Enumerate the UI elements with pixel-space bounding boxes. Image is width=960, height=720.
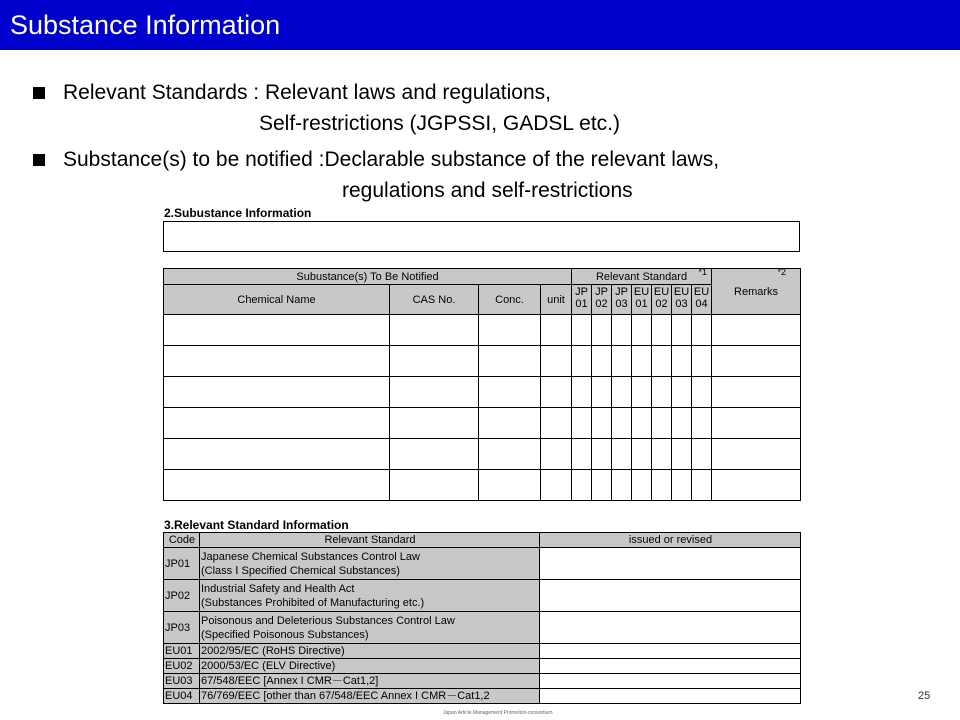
row-issued xyxy=(540,659,801,674)
row-code: JP01 xyxy=(164,548,200,580)
table-row xyxy=(164,689,801,704)
table-row xyxy=(164,346,801,377)
col-jp03: JP 03 xyxy=(612,285,632,315)
table-row xyxy=(164,315,801,346)
header-remarks: *2 Remarks xyxy=(712,269,801,315)
bullet-text: Relevant Standards : Relevant laws and regulations, xyxy=(63,81,551,104)
col-relevant-standard: Relevant Standard xyxy=(200,533,540,548)
table-row xyxy=(164,580,801,612)
table-row xyxy=(164,439,801,470)
col-unit: unit xyxy=(541,285,572,315)
row-standard: Poisonous and Deleterious Substances Control Law (Specified Poisonous Substances) xyxy=(200,612,540,644)
col-eu02: EU 02 xyxy=(652,285,672,315)
header-relevant-standard: Relevant Standard *1 xyxy=(572,269,712,285)
bullet-continuation: Self-restrictions (JGPSSI, GADSL etc.) xyxy=(259,112,620,135)
substance-info-box xyxy=(163,221,800,252)
table-row xyxy=(164,674,801,689)
bullet-square-icon xyxy=(33,87,45,99)
substance-table xyxy=(163,268,801,501)
row-code: EU03 xyxy=(164,674,200,689)
col-jp01: JP 01 xyxy=(572,285,592,315)
col-conc: Conc. xyxy=(479,285,541,315)
table-row xyxy=(164,612,801,644)
table-row xyxy=(164,659,801,674)
section2-label: 2.Subustance Information xyxy=(164,206,312,220)
section3-label: 3.Relevant Standard Information xyxy=(164,518,349,532)
col-eu04: EU 04 xyxy=(692,285,712,315)
col-jp02: JP 02 xyxy=(592,285,612,315)
bullet-text: Substance(s) to be notified :Declarable substance of the relevant laws, xyxy=(63,148,720,171)
header-substances-notified: Subustance(s) To Be Notified xyxy=(164,269,572,285)
col-code: Code xyxy=(164,533,200,548)
col-cas-no: CAS No. xyxy=(390,285,479,315)
footer-text: Japan Article Management Promotion-consortium xyxy=(443,710,553,716)
table-row xyxy=(164,377,801,408)
col-eu03: EU 03 xyxy=(672,285,692,315)
row-code: JP03 xyxy=(164,612,200,644)
row-standard: 76/769/EEC [other than 67/548/EEC Annex I CMR－Cat1,2 xyxy=(200,689,540,704)
bullet-continuation: regulations and self-restrictions xyxy=(342,179,633,202)
row-standard: 67/548/EEC [Annex I CMR－Cat1,2] xyxy=(200,674,540,689)
col-eu01: EU 01 xyxy=(632,285,652,315)
row-issued xyxy=(540,689,801,704)
page-number: 25 xyxy=(918,690,931,702)
row-standard: Japanese Chemical Substances Control Law (Class Ⅰ Specified Chemical Substances) xyxy=(200,548,540,580)
bullet-square-icon xyxy=(33,154,45,166)
row-code: EU01 xyxy=(164,644,200,659)
row-issued xyxy=(540,644,801,659)
table-row xyxy=(164,548,801,580)
row-code: EU04 xyxy=(164,689,200,704)
row-issued xyxy=(540,674,801,689)
row-standard: 2002/95/EC (RoHS Directive) xyxy=(200,644,540,659)
row-standard: 2000/53/EC (ELV Directive) xyxy=(200,659,540,674)
slide-title: Substance Information xyxy=(10,10,281,40)
row-standard: Industrial Safety and Health Act (Substances Prohibited of Manufacturing etc.) xyxy=(200,580,540,612)
row-issued xyxy=(540,548,801,580)
table-row xyxy=(164,470,801,501)
relevant-standard-table xyxy=(163,532,801,704)
row-issued xyxy=(540,612,801,644)
table-row xyxy=(164,408,801,439)
title-bar xyxy=(0,0,960,50)
col-chemical-name: Chemical Name xyxy=(164,285,390,315)
row-code: EU02 xyxy=(164,659,200,674)
col-issued-revised: issued or revised xyxy=(540,533,801,548)
row-code: JP02 xyxy=(164,580,200,612)
table-row xyxy=(164,644,801,659)
row-issued xyxy=(540,580,801,612)
